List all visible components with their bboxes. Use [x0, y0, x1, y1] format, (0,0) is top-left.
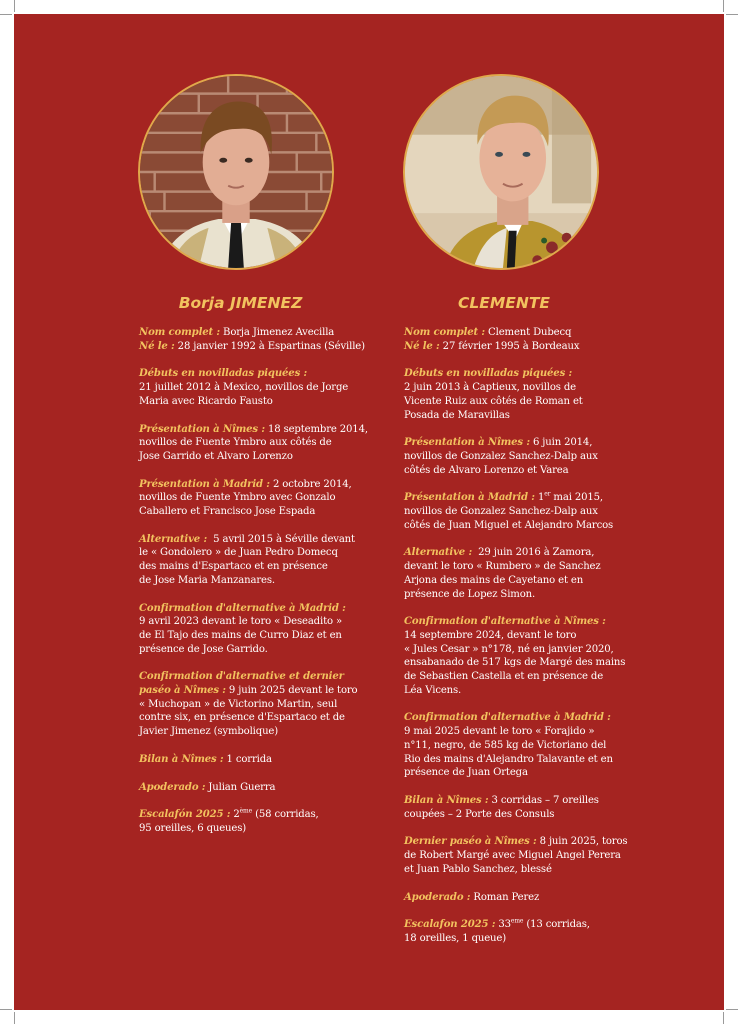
bio-entry: Confirmation d'alternative et dernier paséo à Nîmes : 9 juin 2025 devant le toro « Muchopan » de Victorino Martin, seul contre six, en présence d'Espartaco et de Javier Jimenez (symbolique): [139, 671, 358, 738]
bio-column-right: [404, 294, 628, 960]
bio-entry: Présentation à Nîmes : 6 juin 2014, novillos de Gonzalez Sanchez-Dalp aux côtés de Alvaro Lorenzo et Varea: [404, 437, 598, 476]
crop-mark: [726, 1009, 738, 1010]
bio-entry: Alternative : 5 avril 2015 à Séville devant le « Gondolero » de Juan Pedro Domecq des mains d'Espartaco et en présence de Jose Maria Manzanares.: [139, 533, 355, 586]
bio-entry: Apoderado : Roman Perez: [404, 891, 540, 903]
portrait-clemente: [403, 74, 599, 270]
crop-mark: [723, 1012, 724, 1024]
page: [14, 14, 724, 1010]
crop-mark: [726, 14, 738, 15]
bio-entry: Escalafón 2025 : 2ème (58 corridas, 95 oreilles, 6 queues): [139, 807, 319, 834]
crop-mark: [14, 1012, 15, 1024]
crop-mark: [723, 0, 724, 12]
bio-entry: Bilan à Nîmes : 3 corridas – 7 oreilles coupées – 2 Porte des Consuls: [404, 794, 599, 820]
crop-mark: [0, 14, 12, 15]
matador-name: Borja JIMENEZ: [178, 294, 303, 312]
bio-entry: Présentation à Nîmes : 18 septembre 2014, novillos de Fuente Ymbro aux côtés de Jose Garrido et Alvaro Lorenzo: [139, 423, 368, 462]
bio-entry: Présentation à Madrid : 1er mai 2015, novillos de Gonzalez Sanchez-Dalp aux côtés de Juan Miguel et Alejandro Marcos: [404, 490, 614, 531]
matador-portrait-arena-icon: [405, 76, 597, 268]
bio-entry: Nom complet : Clement Dubecq Né le : 27 février 1995 à Bordeaux: [404, 327, 580, 352]
bio-entry: Confirmation d'alternative à Madrid : 9 mai 2025 devant le toro « Forajido » n°11, negro, de 585 kg de Victoriano del Rio des mains d'Alejandro Talavante et en présence de Juan Ortega: [404, 712, 613, 779]
bio-entry: Débuts en novilladas piquées : 2 juin 2013 à Captieux, novillos de Vicente Ruiz aux côtés de Roman et Posada de Maravillas: [404, 368, 583, 421]
matador-portrait-brick-wall-icon: [140, 76, 332, 268]
crop-mark: [0, 1009, 12, 1010]
bio-entry: Présentation à Madrid : 2 octobre 2014, novillos de Fuente Ymbro avec Gonzalo Caballero et Francisco Jose Espada: [139, 478, 352, 518]
bio-entry: Alternative : 29 juin 2016 à Zamora, devant le toro « Rumbero » de Sanchez Arjona des mains de Cayetano et en présence de Lopez Simon.: [404, 547, 601, 600]
bio-entry: Confirmation d'alternative à Madrid : 9 avril 2023 devant le toro « Deseadito » de El Tajo des mains de Curro Diaz et en présence de Jose Garrido.: [139, 602, 346, 655]
bio-entry: Débuts en novilladas piquées : 21 juillet 2012 à Mexico, novillos de Jorge Maria avec Ricardo Fausto: [139, 368, 349, 407]
bio-entry: Bilan à Nîmes : 1 corrida: [139, 753, 272, 765]
bio-entry: Nom complet : Borja Jimenez Avecilla Né le : 28 janvier 1992 à Espartinas (Séville): [139, 327, 365, 352]
bio-column-left: [139, 294, 368, 850]
crop-mark: [14, 0, 15, 12]
portrait-borja-jimenez: [138, 74, 334, 270]
bio-entry: Confirmation d'alternative à Nîmes : 14 septembre 2024, devant le toro « Jules Cesar » n°178, né en janvier 2020, ensabanado de 517 kgs de Margé des mains de Sebastien Castella et en présence de Léa Vicens.: [404, 616, 626, 696]
bio-entry: Dernier paséo à Nîmes : 8 juin 2025, toros de Robert Margé avec Miguel Angel Perera et Juan Pablo Sanchez, blessé: [404, 836, 628, 875]
bio-entry: Escalafon 2025 : 33eme (13 corridas, 18 oreilles, 1 queue): [404, 917, 590, 944]
bio-entry: Apoderado : Julian Guerra: [139, 781, 276, 793]
matador-name: CLEMENTE: [458, 294, 550, 312]
